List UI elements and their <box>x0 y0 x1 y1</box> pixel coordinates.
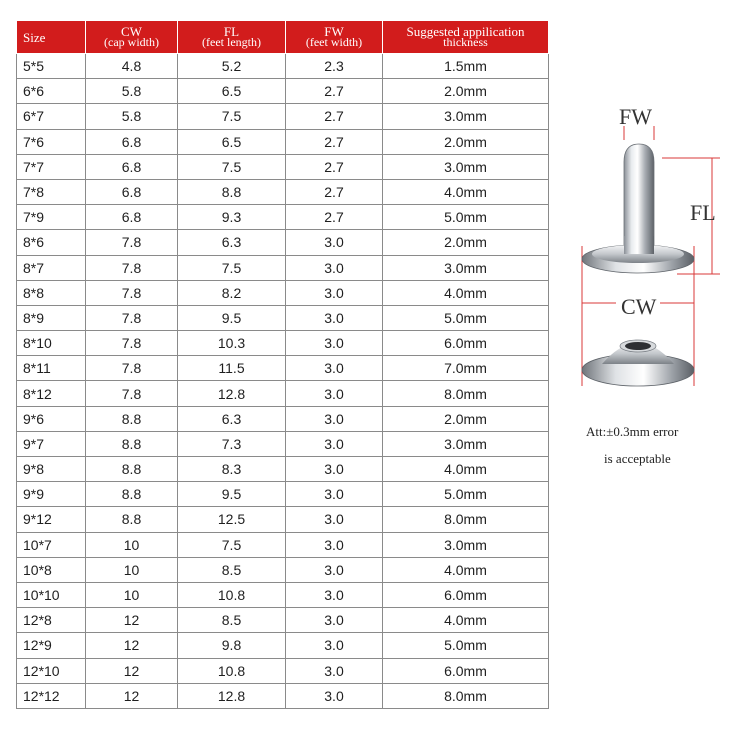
cell-size: 10*10 <box>17 582 86 607</box>
cell-fl: 12.8 <box>178 381 286 406</box>
header-fl-sublabel: (feet length) <box>202 35 261 49</box>
cell-fw: 3.0 <box>286 457 383 482</box>
cell-size: 8*10 <box>17 331 86 356</box>
cell-thickness: 4.0mm <box>383 179 549 204</box>
table-row <box>17 230 549 255</box>
cell-fl: 9.5 <box>178 305 286 330</box>
table-row <box>17 406 549 431</box>
cell-fl: 9.5 <box>178 482 286 507</box>
table-row <box>17 104 549 129</box>
cell-size: 6*6 <box>17 79 86 104</box>
cell-size: 12*9 <box>17 633 86 658</box>
cell-thickness: 4.0mm <box>383 280 549 305</box>
table-row <box>17 658 549 683</box>
cell-cw: 8.8 <box>86 507 178 532</box>
cell-cw: 10 <box>86 532 178 557</box>
header-thickness <box>383 21 549 54</box>
cell-cw: 5.8 <box>86 79 178 104</box>
cell-fl: 12.8 <box>178 683 286 708</box>
cell-size: 10*8 <box>17 557 86 582</box>
cell-fw: 2.3 <box>286 54 383 79</box>
cell-fw: 3.0 <box>286 431 383 456</box>
cell-cw: 7.8 <box>86 381 178 406</box>
table-body <box>17 54 549 709</box>
rivet-illustration <box>572 96 742 426</box>
cell-fw: 3.0 <box>286 532 383 557</box>
cell-cw: 5.8 <box>86 104 178 129</box>
cell-cw: 7.8 <box>86 356 178 381</box>
cell-fl: 10.8 <box>178 582 286 607</box>
cell-fw: 3.0 <box>286 582 383 607</box>
cell-fw: 3.0 <box>286 255 383 280</box>
cell-cw: 6.8 <box>86 179 178 204</box>
table-row <box>17 154 549 179</box>
cell-size: 7*9 <box>17 205 86 230</box>
cell-fw: 2.7 <box>286 79 383 104</box>
cell-cw: 10 <box>86 557 178 582</box>
cell-thickness: 6.0mm <box>383 331 549 356</box>
cell-size: 9*8 <box>17 457 86 482</box>
cell-fl: 6.5 <box>178 79 286 104</box>
table-row <box>17 79 549 104</box>
table-header-row <box>17 21 549 54</box>
cell-thickness: 6.0mm <box>383 658 549 683</box>
cell-fl: 7.5 <box>178 104 286 129</box>
table-row <box>17 633 549 658</box>
cell-fw: 3.0 <box>286 633 383 658</box>
cell-thickness: 8.0mm <box>383 507 549 532</box>
cell-thickness: 2.0mm <box>383 230 549 255</box>
cell-cw: 8.8 <box>86 457 178 482</box>
cell-fl: 11.5 <box>178 356 286 381</box>
cell-cw: 6.8 <box>86 154 178 179</box>
cell-cw: 12 <box>86 633 178 658</box>
cell-fw: 3.0 <box>286 482 383 507</box>
cell-fl: 7.5 <box>178 532 286 557</box>
cell-thickness: 3.0mm <box>383 154 549 179</box>
label-fl: FL <box>690 200 716 225</box>
cell-fl: 8.5 <box>178 557 286 582</box>
cell-thickness: 2.0mm <box>383 406 549 431</box>
table-row <box>17 557 549 582</box>
header-size <box>17 21 86 54</box>
table-row <box>17 457 549 482</box>
tolerance-note-continued: is acceptable <box>604 451 671 466</box>
cell-cw: 7.8 <box>86 331 178 356</box>
header-fw-sublabel: (feet width) <box>305 35 363 49</box>
cell-fw: 3.0 <box>286 658 383 683</box>
cell-size: 9*12 <box>17 507 86 532</box>
cell-fw: 3.0 <box>286 381 383 406</box>
header-fl <box>178 21 286 54</box>
table-row <box>17 255 549 280</box>
cell-fw: 3.0 <box>286 406 383 431</box>
cell-cw: 12 <box>86 658 178 683</box>
table-row <box>17 482 549 507</box>
cell-size: 10*7 <box>17 532 86 557</box>
cell-thickness: 2.0mm <box>383 129 549 154</box>
cell-cw: 7.8 <box>86 280 178 305</box>
cell-fl: 6.3 <box>178 230 286 255</box>
table-row <box>17 129 549 154</box>
cell-size: 7*6 <box>17 129 86 154</box>
cell-cw: 8.8 <box>86 482 178 507</box>
cell-size: 8*8 <box>17 280 86 305</box>
cell-cw: 8.8 <box>86 406 178 431</box>
cell-size: 7*8 <box>17 179 86 204</box>
cell-size: 12*8 <box>17 608 86 633</box>
rivet-stud-icon <box>582 144 694 273</box>
table-row <box>17 431 549 456</box>
table-row <box>17 331 549 356</box>
cell-thickness: 3.0mm <box>383 431 549 456</box>
header-cw <box>86 21 178 54</box>
table-row <box>17 280 549 305</box>
cell-thickness: 3.0mm <box>383 532 549 557</box>
cell-thickness: 3.0mm <box>383 104 549 129</box>
cell-fw: 2.7 <box>286 129 383 154</box>
cell-thickness: 1.5mm <box>383 54 549 79</box>
header-cw-label: CW <box>121 24 142 39</box>
tolerance-note: Att:±0.3mm error <box>586 424 679 439</box>
table-row <box>17 356 549 381</box>
cell-fl: 8.5 <box>178 608 286 633</box>
cell-thickness: 7.0mm <box>383 356 549 381</box>
header-cw-sublabel: (cap width) <box>104 35 159 49</box>
cell-fw: 3.0 <box>286 356 383 381</box>
cell-cw: 7.8 <box>86 305 178 330</box>
cell-size: 8*9 <box>17 305 86 330</box>
cell-thickness: 3.0mm <box>383 255 549 280</box>
cell-cw: 6.8 <box>86 205 178 230</box>
cell-fw: 2.7 <box>286 104 383 129</box>
cell-fl: 9.3 <box>178 205 286 230</box>
cell-fl: 7.5 <box>178 255 286 280</box>
cell-fl: 10.8 <box>178 658 286 683</box>
cell-cw: 12 <box>86 683 178 708</box>
cell-thickness: 5.0mm <box>383 205 549 230</box>
cell-thickness: 6.0mm <box>383 582 549 607</box>
cell-fw: 3.0 <box>286 305 383 330</box>
cell-fl: 5.2 <box>178 54 286 79</box>
cell-fl: 12.5 <box>178 507 286 532</box>
cell-size: 5*5 <box>17 54 86 79</box>
cell-cw: 4.8 <box>86 54 178 79</box>
cell-cw: 10 <box>86 582 178 607</box>
cell-thickness: 4.0mm <box>383 457 549 482</box>
table-row <box>17 683 549 708</box>
header-thickness-sublabel: thickness <box>443 35 488 49</box>
cell-size: 8*11 <box>17 356 86 381</box>
header-size-label: Size <box>23 29 46 45</box>
cell-size: 8*6 <box>17 230 86 255</box>
table-row <box>17 507 549 532</box>
cell-fl: 7.3 <box>178 431 286 456</box>
cell-size: 6*7 <box>17 104 86 129</box>
cell-fw: 3.0 <box>286 507 383 532</box>
header-thickness-label: Suggested appilication <box>406 24 525 39</box>
cell-fw: 3.0 <box>286 683 383 708</box>
cell-fl: 8.3 <box>178 457 286 482</box>
cell-size: 8*12 <box>17 381 86 406</box>
cell-fw: 3.0 <box>286 230 383 255</box>
rivet-cap-icon <box>582 340 694 386</box>
table-row <box>17 582 549 607</box>
table-row <box>17 305 549 330</box>
cell-fl: 8.8 <box>178 179 286 204</box>
cell-thickness: 8.0mm <box>383 381 549 406</box>
cell-fw: 3.0 <box>286 331 383 356</box>
cell-cw: 8.8 <box>86 431 178 456</box>
cell-fw: 2.7 <box>286 154 383 179</box>
cell-thickness: 5.0mm <box>383 482 549 507</box>
cell-size: 8*7 <box>17 255 86 280</box>
cell-fl: 10.3 <box>178 331 286 356</box>
cell-cw: 7.8 <box>86 230 178 255</box>
cell-size: 9*6 <box>17 406 86 431</box>
cell-thickness: 5.0mm <box>383 305 549 330</box>
cell-fw: 3.0 <box>286 280 383 305</box>
table-row <box>17 532 549 557</box>
cell-thickness: 5.0mm <box>383 633 549 658</box>
cell-fl: 7.5 <box>178 154 286 179</box>
table-row <box>17 205 549 230</box>
cell-fw: 2.7 <box>286 205 383 230</box>
cell-cw: 12 <box>86 608 178 633</box>
label-cw: CW <box>621 294 657 319</box>
cell-fl: 6.5 <box>178 129 286 154</box>
cell-fw: 2.7 <box>286 179 383 204</box>
cell-size: 9*7 <box>17 431 86 456</box>
header-fl-label: FL <box>223 24 240 39</box>
cell-thickness: 4.0mm <box>383 608 549 633</box>
cell-fl: 8.2 <box>178 280 286 305</box>
cell-size: 9*9 <box>17 482 86 507</box>
cell-fw: 3.0 <box>286 608 383 633</box>
table-row <box>17 608 549 633</box>
cell-fw: 3.0 <box>286 557 383 582</box>
header-fw-label: FW <box>324 24 344 39</box>
cell-cw: 7.8 <box>86 255 178 280</box>
cell-size: 12*10 <box>17 658 86 683</box>
cell-thickness: 4.0mm <box>383 557 549 582</box>
table-row <box>17 179 549 204</box>
cell-cw: 6.8 <box>86 129 178 154</box>
cell-fl: 9.8 <box>178 633 286 658</box>
rivet-size-table <box>16 20 549 709</box>
cell-size: 12*12 <box>17 683 86 708</box>
cell-fl: 6.3 <box>178 406 286 431</box>
label-fw: FW <box>619 104 652 129</box>
table-row <box>17 381 549 406</box>
cell-thickness: 8.0mm <box>383 683 549 708</box>
cell-thickness: 2.0mm <box>383 79 549 104</box>
table-row <box>17 54 549 79</box>
cell-size: 7*7 <box>17 154 86 179</box>
header-fw <box>286 21 383 54</box>
